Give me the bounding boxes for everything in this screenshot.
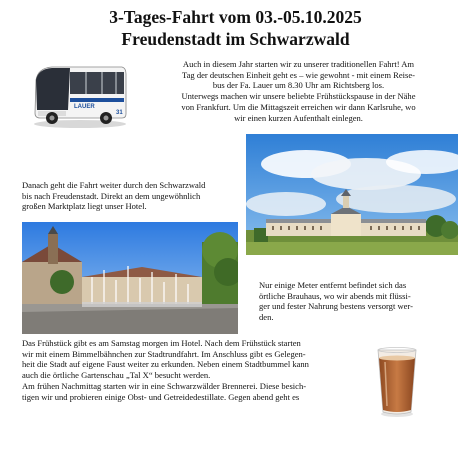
text-line: Am frühen Nachmittag starten wir in eine Schwarzwälder Brennerei. Diese besich- xyxy=(22,380,307,391)
svg-text:31: 31 xyxy=(116,110,123,116)
bus-image xyxy=(30,58,128,130)
document-title-line-1: 3-Tages-Fahrt vom 03.-05.10.2025 xyxy=(109,7,362,27)
text-line: Unterwegs machen wir unsere beliebte Frühstückspause in der Nähe xyxy=(181,91,416,102)
text-line: großen Marktplatz liegt unser Hotel. xyxy=(22,201,147,212)
text-line: bis nach Freudenstadt. Direkt an dem ungewöhnlich xyxy=(22,190,201,201)
intro-paragraph xyxy=(135,59,462,123)
text-line: auch die örtliche Gartenschau „Tal X“ besucht werden. xyxy=(22,370,211,381)
text-line: tigen wir und probieren einige Obst- und Getreidedestillate. Gegen abend geht es xyxy=(22,391,300,402)
paragraph-journey xyxy=(22,180,205,212)
text-line: bus der Fa. Lauer um 8.30 Uhr am Richtsberg los. xyxy=(212,80,385,91)
text-line: den. xyxy=(259,312,274,323)
text-line: örtliche Brauhaus, wo wir abends mit flüssi- xyxy=(259,290,411,301)
text-line: wir einen kurzen Aufenthalt einlegen. xyxy=(234,112,363,123)
freudenstadt-marketplace-image xyxy=(22,222,238,334)
text-line: Das Frühstück gibt es am Samstag morgen im Hotel. Nach dem Frühstück starten xyxy=(22,338,301,348)
beer-glass-image xyxy=(373,344,421,418)
text-line: von Frankfurt. Um die Mittagszeit erreichen wir dann Karlsruhe, wo xyxy=(181,101,416,112)
paragraph-saturday xyxy=(22,338,309,402)
text-line: Tag der deutschen Einheit geht es – wie gewohnt - mit einem Reise- xyxy=(182,69,415,80)
text-line: heit die Stadt auf eigene Faust weiter zu erkunden. Neben einem Stadtbummel kann xyxy=(22,359,309,370)
text-line: wir mit einem Bimmelbähnchen zur Stadtrundfahrt. Im Anschluss gibt es Gelegen- xyxy=(22,348,306,359)
svg-text:LAUER: LAUER xyxy=(74,104,95,110)
document-title-line-2: Freudenstadt im Schwarzwald xyxy=(121,29,350,49)
karlsruhe-palace-image xyxy=(246,134,458,255)
text-line: ger und fester Nahrung bestens versorgt wer- xyxy=(259,301,413,312)
text-line: Auch in diesem Jahr starten wir zu unserer traditionellen Fahrt! Am xyxy=(182,59,415,69)
paragraph-brauhaus xyxy=(259,280,413,323)
text-line: Danach geht die Fahrt weiter durch den Schwarzwald xyxy=(22,180,206,190)
text-line: Nur einige Meter entfernt befindet sich das xyxy=(259,280,407,290)
